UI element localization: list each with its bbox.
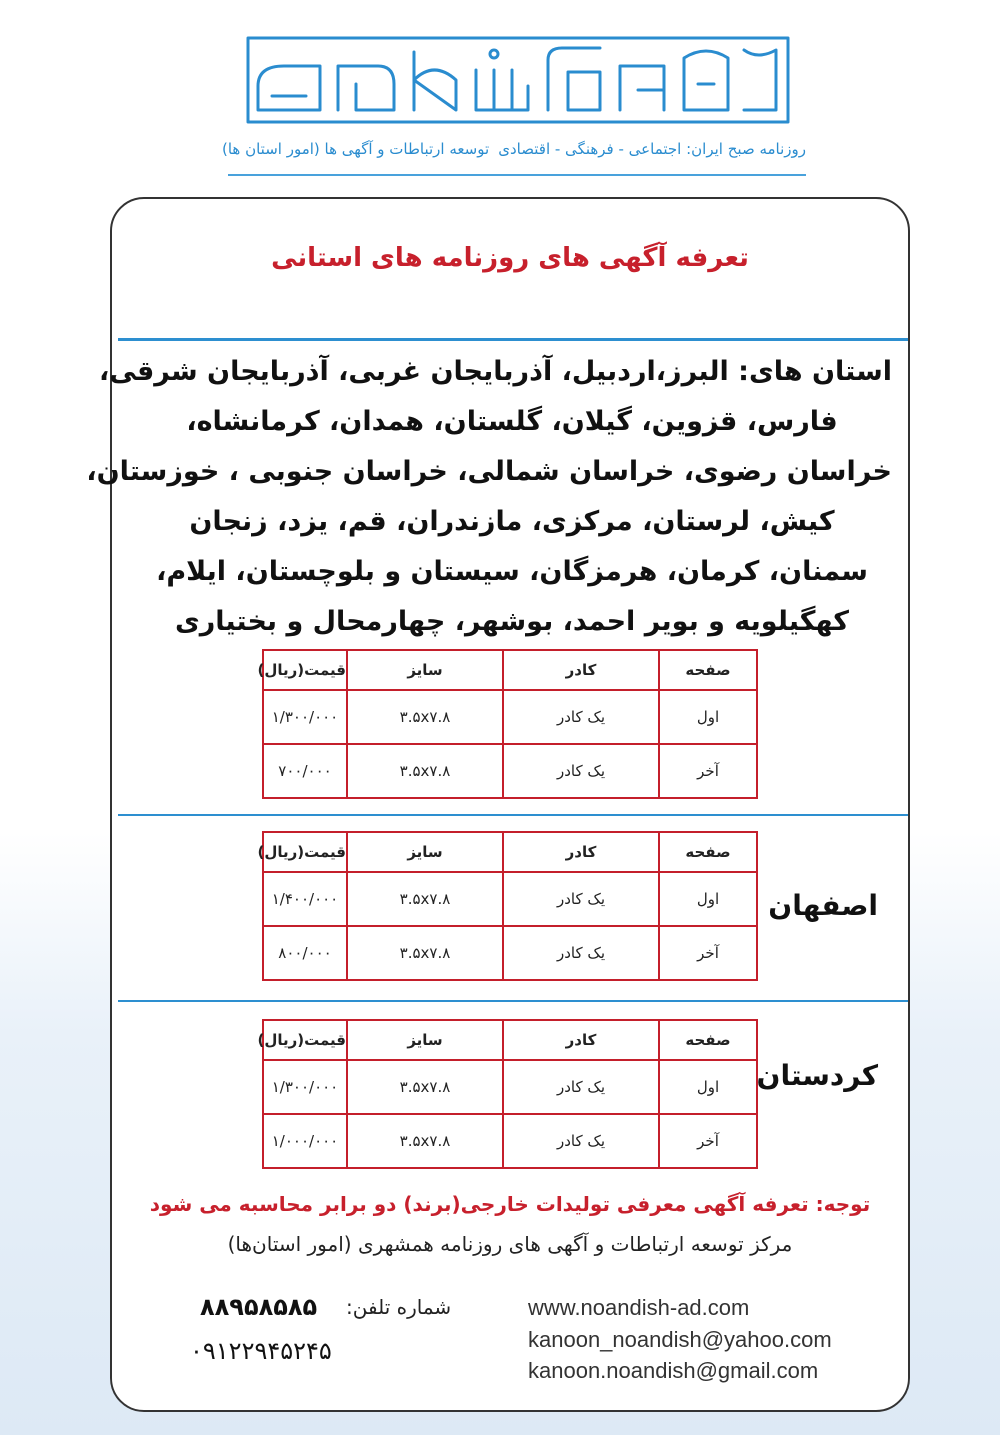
header-page: صفحه <box>659 650 757 690</box>
cell-size: ۳.۵x۷.۸ <box>347 1114 503 1168</box>
header-price: قیمت(ریال) <box>263 650 347 690</box>
cell-price: ۱/۴۰۰/۰۰۰ <box>263 872 347 926</box>
rate-table-provinces <box>257 649 758 799</box>
email-link-gmail[interactable]: kanoon.noandish@gmail.com <box>528 1358 819 1383</box>
masthead-department: توسعه ارتباطات و آگهی ها (امور استان ها) <box>222 140 490 158</box>
header-price: قیمت(ریال) <box>263 1020 347 1060</box>
header-price: قیمت(ریال) <box>263 832 347 872</box>
title-divider <box>118 338 908 341</box>
provinces-line: خراسان رضوی، خراسان شمالی، خراسان جنوبی ، خوزستان، <box>86 456 892 487</box>
provinces-line: سمنان، کرمان، هرمزگان، سیستان و بلوچستان، ایلام، <box>156 556 868 587</box>
provinces-list <box>86 347 892 647</box>
cell-price: ۱/۳۰۰/۰۰۰ <box>263 690 347 744</box>
header-size: سایز <box>347 1020 503 1060</box>
cell-price: ۷۰۰/۰۰۰ <box>263 744 347 798</box>
cell-frame: یک کادر <box>503 1060 659 1114</box>
cell-frame: یک کادر <box>503 690 659 744</box>
rate-table-kurdistan <box>257 1019 758 1169</box>
cell-size: ۳.۵x۷.۸ <box>347 744 503 798</box>
provinces-line: فارس، قزوین، گیلان، گلستان، همدان، کرمانشاه، <box>186 406 838 437</box>
hamshahri-logo-icon <box>228 30 808 126</box>
website-link[interactable]: www.noandish-ad.com <box>528 1295 750 1320</box>
masthead <box>222 30 812 180</box>
rate-table-isfahan <box>257 831 758 981</box>
table-row <box>263 926 757 980</box>
header-frame: کادر <box>503 832 659 872</box>
provinces-line: کهگیلویه و بویر احمد، بوشهر، چهارمحال و بختیاری <box>174 606 849 637</box>
center-name: مرکز توسعه ارتباطات و آگهی های روزنامه همشهری (امور استان‌ها) <box>227 1232 793 1256</box>
phone-number[interactable]: ۸۸۹۵۸۵۸۵ <box>200 1293 318 1321</box>
table-row <box>263 690 757 744</box>
cell-frame: یک کادر <box>503 926 659 980</box>
table-header-row <box>263 832 757 872</box>
header-page: صفحه <box>659 1020 757 1060</box>
provinces-line: کیش، لرستان، مرکزی، مازندران، قم، یزد، زنجان <box>189 506 835 537</box>
cell-page: اول <box>659 1060 757 1114</box>
cell-price: ۱/۰۰۰/۰۰۰ <box>263 1114 347 1168</box>
phone-label: شماره تلفن: <box>346 1295 452 1319</box>
cell-size: ۳.۵x۷.۸ <box>347 1060 503 1114</box>
cell-price: ۸۰۰/۰۰۰ <box>263 926 347 980</box>
header-size: سایز <box>347 832 503 872</box>
pricing-note: توجه: تعرفه آگهی معرفی تولیدات خارجی(برند) دو برابر محاسبه می شود <box>149 1192 871 1216</box>
region-name-isfahan: اصفهان <box>768 889 878 922</box>
cell-page: آخر <box>659 744 757 798</box>
table-row <box>263 1114 757 1168</box>
cell-price: ۱/۳۰۰/۰۰۰ <box>263 1060 347 1114</box>
cell-frame: یک کادر <box>503 1114 659 1168</box>
header-page: صفحه <box>659 832 757 872</box>
cell-page: آخر <box>659 926 757 980</box>
table-header-row <box>263 1020 757 1060</box>
tariff-card <box>86 197 910 1412</box>
table-row <box>263 1060 757 1114</box>
provinces-line: استان های: البرز،اردبیل، آذربایجان غربی، آذربایجان شرقی، <box>99 356 892 387</box>
header-frame: کادر <box>503 1020 659 1060</box>
cell-size: ۳.۵x۷.۸ <box>347 872 503 926</box>
cell-frame: یک کادر <box>503 872 659 926</box>
header-size: سایز <box>347 650 503 690</box>
page-title: تعرفه آگهی های روزنامه های استانی <box>271 243 749 273</box>
table-row <box>263 744 757 798</box>
cell-page: اول <box>659 690 757 744</box>
cell-page: آخر <box>659 1114 757 1168</box>
cell-size: ۳.۵x۷.۸ <box>347 926 503 980</box>
cell-size: ۳.۵x۷.۸ <box>347 690 503 744</box>
section-divider <box>118 814 908 816</box>
header-frame: کادر <box>503 650 659 690</box>
table-header-row <box>263 650 757 690</box>
email-link-yahoo[interactable]: kanoon_noandish@yahoo.com <box>528 1327 832 1352</box>
section-divider <box>118 1000 908 1002</box>
cell-frame: یک کادر <box>503 744 659 798</box>
region-name-kurdistan: کردستان <box>756 1059 878 1092</box>
mobile-number[interactable]: ۰۹۱۲۲۹۴۵۲۴۵ <box>190 1337 332 1365</box>
table-row <box>263 872 757 926</box>
masthead-tagline: روزنامه صبح ایران: اجتماعی - فرهنگی - اقتصادی <box>498 140 806 158</box>
cell-page: اول <box>659 872 757 926</box>
masthead-divider <box>228 174 806 176</box>
